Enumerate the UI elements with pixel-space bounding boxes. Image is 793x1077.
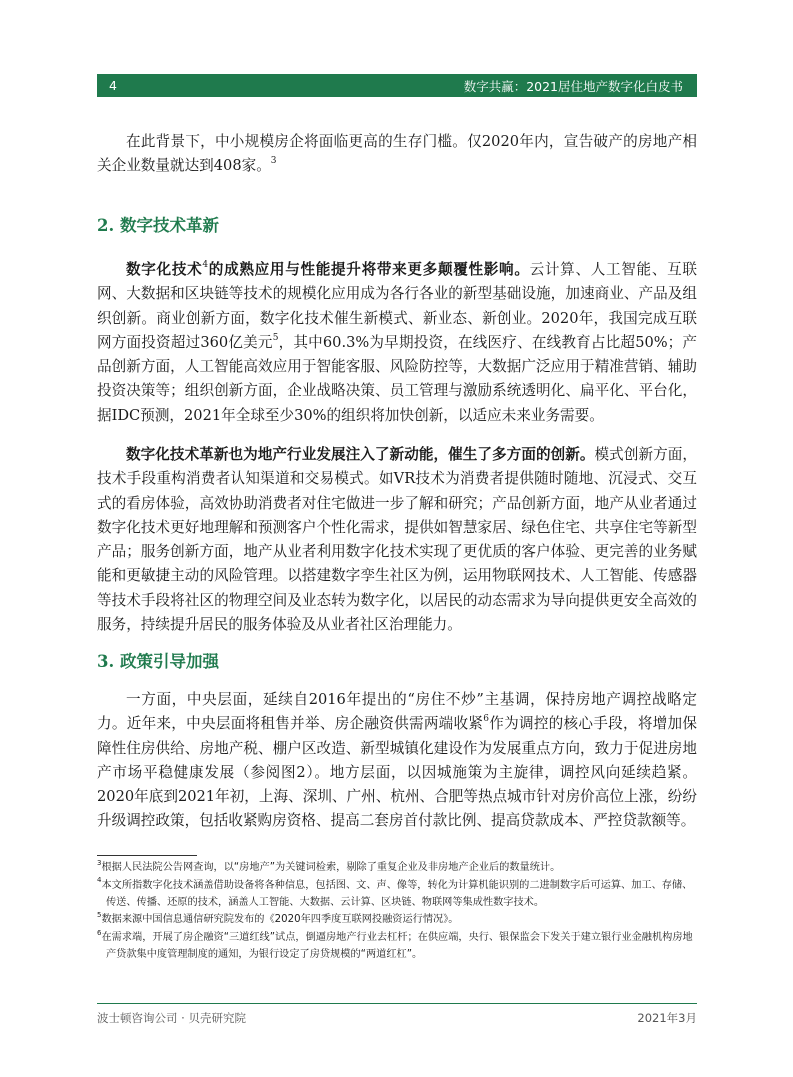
footnote-4 [97, 878, 697, 912]
footnote-number: 4 [97, 876, 102, 885]
s3-text-a: 一方面，中央层面，延续自2016年提出的“房住不炒”主基调，保持房地产调控战略定力。近年来，中央层面将租售并举、房企融资供需两端收紧 [97, 691, 697, 733]
footnote-text: 根据人民法院公告网查询，以“房地产”为关键词检索，剔除了重复企业及非房地产企业后的数量统计。 [101, 862, 561, 873]
footnote-number: 5 [97, 911, 102, 919]
footnote-text: 本文所指数字化技术涵盖借助设备将各种信息，包括图、文、声、像等，转化为计算机能识别的二进制数字后可运算、加工、存储、传送、传播、还原的技术，涵盖人工智能、大数据、云计算、区块链、物联网等集成性数字技术。 [101, 879, 693, 908]
page-number: 4 [109, 78, 117, 93]
footnote-ref-3[interactable]: 3 [270, 156, 277, 167]
section-3-heading: 3. 政策引导加强 [97, 652, 219, 671]
footnote-number: 6 [97, 928, 102, 937]
p1-bold-lead: 数字化技术 [126, 261, 203, 278]
page-header-bar [97, 74, 697, 97]
section-2-paragraph-2 [97, 443, 697, 637]
footnote-number: 3 [97, 858, 102, 867]
footnotes [97, 860, 697, 965]
footnote-3 [97, 860, 697, 877]
footnote-divider [97, 855, 197, 856]
intro-paragraph [97, 130, 697, 179]
footnote-ref-5[interactable]: 5 [272, 333, 279, 344]
footnote-text: 在需求端，开展了房企融资“三道红线”试点，倒逼房地产行业去杠杆；在供应端，央行、银保监会下发关于建立银行业金融机构房地产贷款集中度管理制度的通知，为银行设定了房贷规模的“两道红杠”。 [101, 932, 693, 960]
intro-text: 在此背景下，中小规模房企将面临更高的生存门槛。仅2020年内，宣告破产的房地产相关企业数量就达到408家。 [97, 133, 697, 175]
footnote-6 [97, 930, 697, 964]
section-2-paragraph-1 [97, 258, 697, 428]
page-footer [97, 1010, 697, 1026]
footer-organizations: 波士顿咨询公司 · 贝壳研究院 [97, 1011, 246, 1025]
document-title: 数字共赢：2021居住地产数字化白皮书 [463, 78, 683, 94]
footer-date: 2021年3月 [637, 1011, 697, 1025]
footnote-ref-4[interactable]: 4 [202, 260, 209, 271]
footer-divider [97, 1003, 697, 1004]
p2-text: 模式创新方面，技术手段重构消费者认知渠道和交易模式。如VR技术为消费者提供随时随地、沉浸式、交互式的看房体验，高效协助消费者对住宅做进一步了解和研究；产品创新方面，地产从业者通过数字化技术更好地理解和预测客户个性化需求，提供如智慧家居、绿色住宅、共享住宅等新型产品；服务创新方面，地产从业者利用数字化技术实现了更优质的客户体验、更完善的业务赋能和更敏捷主动的风险管理。以搭建数字孪生社区为例，运用物联网技术、人工智能、传感器等技术手段将社区的物理空间及业态转为数字化，以居民的动态需求为导向提供更安全高效的服务，持续提升居民的服务体验及从业者社区治理能力。 [97, 446, 697, 634]
s3-text-b: 作为调控的核心手段，将增加保障性住房供给、房地产税、棚户区改造、新型城镇化建设作为发展重点方向，致力于促进房地产市场平稳健康发展（参阅图2）。地方层面，以因城施策为主旋律，调控风向延续趋紧。2020年底到2021年初，上海、深圳、广州、杭州、合肥等热点城市针对房价高位上涨，纷纷升级调控政策，包括收紧购房资格、提高二套房首付款比例、提高贷款成本、严控贷款额等。 [97, 715, 697, 830]
p2-bold-lead: 数字化技术革新也为地产行业发展注入了新动能，催生了多方面的创新。 [126, 446, 595, 463]
footnote-text: 数据来源中国信息通信研究院发布的《2020年四季度互联网投融资运行情况》。 [101, 914, 459, 926]
section-2-heading: 2. 数字技术革新 [97, 216, 219, 235]
p1-bold-rest: 的成熟应用与性能提升将带来更多颠覆性影响。 [208, 261, 530, 278]
footnote-ref-6[interactable]: 6 [483, 714, 489, 725]
section-3-paragraph-1 [97, 688, 697, 834]
footnote-5 [97, 912, 697, 929]
p1-text-b: ，其中60.3%为早期投资，在线医疗、在线教育占比超50%；产品创新方面，人工智能高效应用于智能客服、风险防控等，大数据广泛应用于精准营销、辅助投资决策等；组织创新方面，企业战略决策、员工管理与激励系统透明化、扁平化、平台化，据IDC预测，2021年全球至少30%的组织将加快创新，以适应未来业务需要。 [97, 333, 697, 424]
p1-text-a: 云计算、人工智能、互联网、大数据和区块链等技术的规模化应用成为各行各业的新型基础设施，加速商业、产品及组织创新。商业创新方面，数字化技术催生新模式、新业态、新创业。2020年，我国完成互联网方面投资超过360亿美元 [97, 261, 697, 351]
